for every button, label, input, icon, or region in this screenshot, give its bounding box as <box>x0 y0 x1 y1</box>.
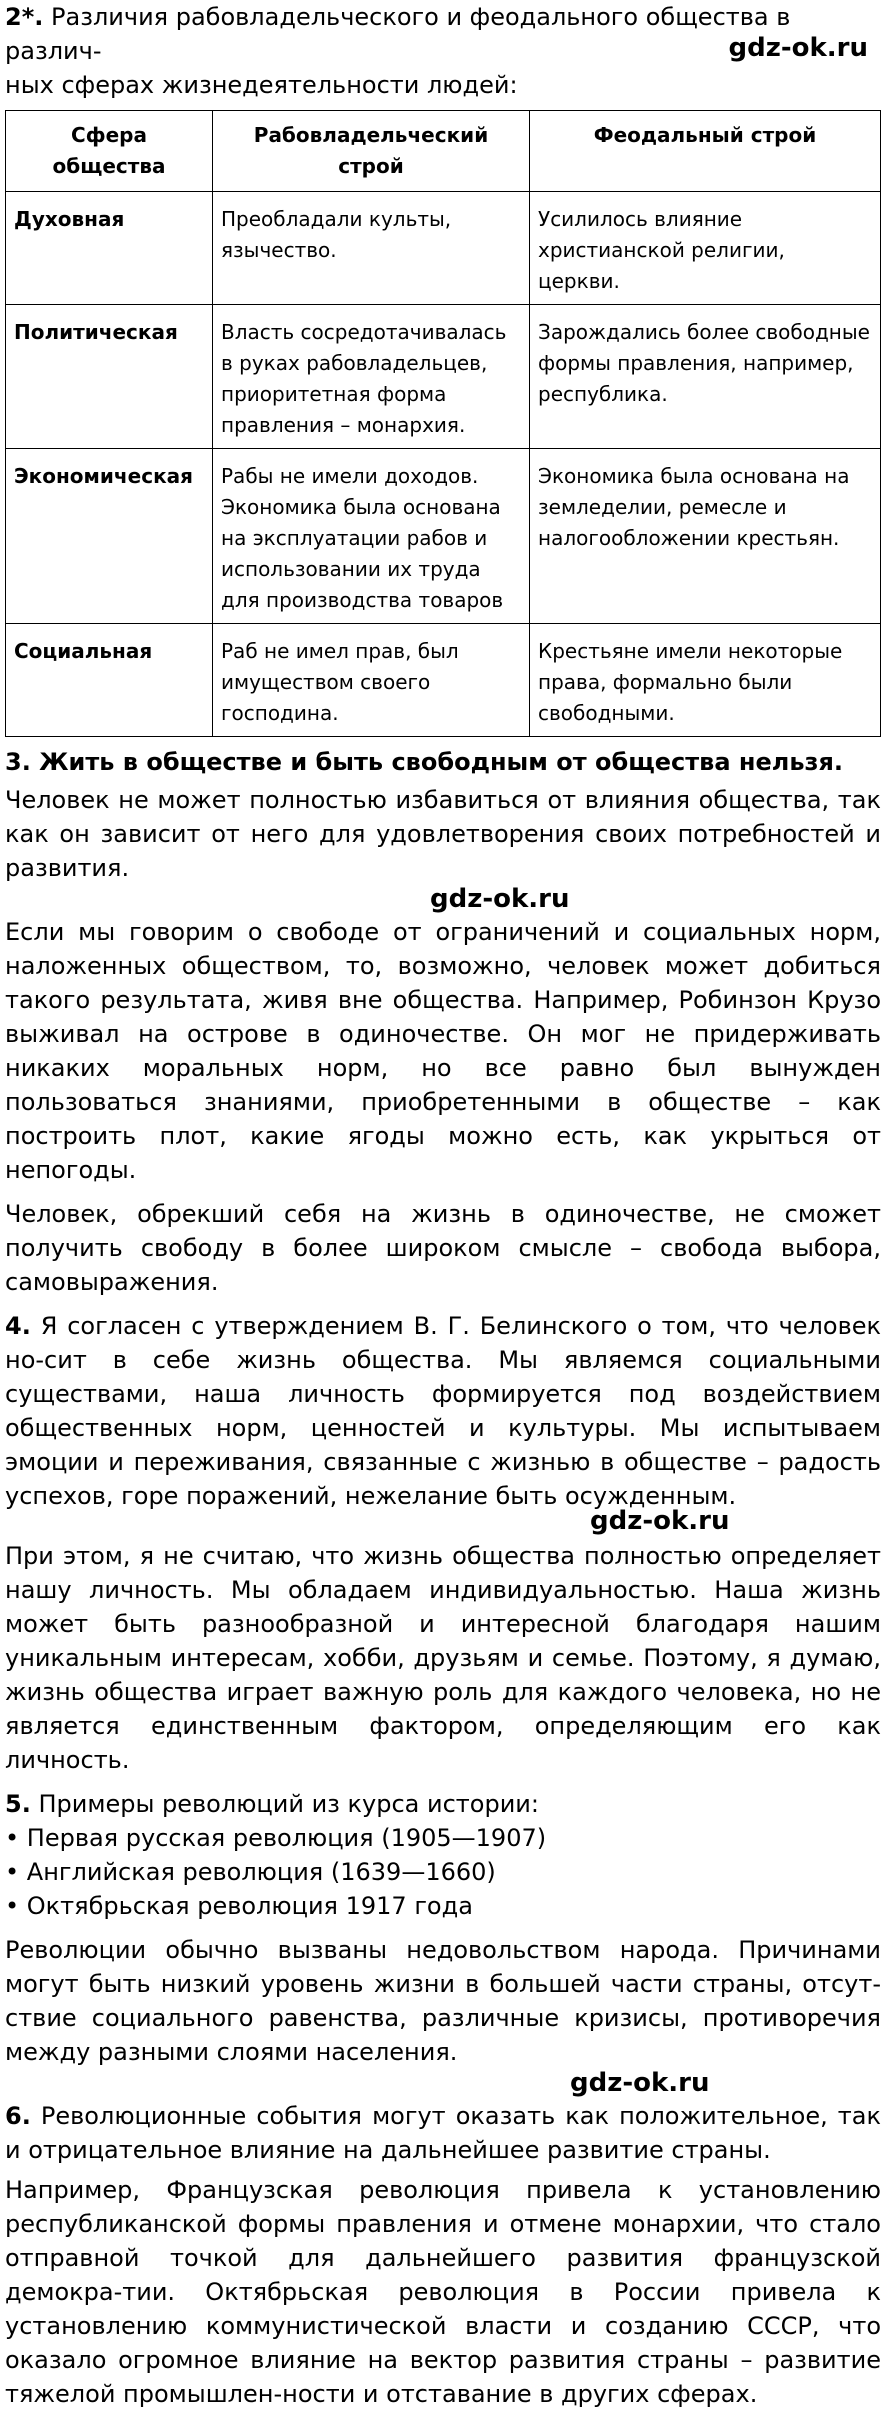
table-cell-slave: Власть сосредотачивалась в руках рабовладельцев, приоритетная форма правления – монархия. <box>213 305 530 449</box>
task2-intro-line2: ных сферах жизнедеятельности людей: <box>5 71 518 99</box>
list-item: • Английская революция (1639—1660) <box>5 1858 496 1886</box>
table-row <box>6 305 881 449</box>
table-cell-sphere: Духовная <box>6 192 213 305</box>
table-cell-feudal: Усилилось влияние христианской религии, церкви. <box>530 192 881 305</box>
watermark: gdz-ok.ru <box>728 33 868 63</box>
watermark: gdz-ok.ru <box>430 884 570 914</box>
task5-intro <box>5 1787 881 1821</box>
table-header-row <box>6 111 881 192</box>
task4-paragraph-1 <box>5 1309 881 1513</box>
task4-paragraph-1-text: Я согласен с утверждением В. Г. Белинского о том, что человек но-сит в себе жизнь общества. Мы являемся социальными существами, наша личность формируется под воздействием общественных норм, ценностей и культуры. Мы испытываем эмоции и переживания, связанные с жизнью в обществе – радость успехов, горе поражений, нежелание быть осужденным. <box>5 1312 881 1510</box>
table-cell-slave: Рабы не имели доходов. Экономика была основана на эксплуатации рабов и использовании их труда для производства товаров <box>213 449 530 624</box>
table-cell-sphere: Социальная <box>6 624 213 737</box>
watermark-line <box>5 1506 881 1543</box>
task5-number: 5. <box>5 1790 31 1818</box>
spacer <box>5 1299 881 1309</box>
task6-paragraph-2: Например, Французская революция привела к установлению республиканской формы правления и отмене монархии, что стало отправной точкой для дальнейшего развития французской демокра-тии. Октябрьская революция в России привела к установлению коммунистической власти и созданию СССР, что оказало огромное влияние на вектор развития страны – развитие тяжелой промышлен-ности и отставание в других сферах. <box>5 2176 881 2408</box>
task4-paragraph-2: При этом, я не считаю, что жизнь общества полностью определяет нашу личность. Мы обладаем индивидуальностью. Наша жизнь может быть разнообразной и интересной благодаря нашим уникальным интересам, хобби, друзьям и семье. Поэтому, я думаю, жизнь общества играет важную роль для каждого человека, но не является единственным фактором, определяющим его как личность. <box>5 1542 881 1774</box>
task3-paragraph-3: Человек, обрекший себя на жизнь в одиночестве, не сможет получить свободу в более широком смысле – свобода выбора, самовыражения. <box>5 1200 881 1296</box>
task6-paragraph-1 <box>5 2099 881 2167</box>
watermark: gdz-ok.ru <box>570 2068 710 2098</box>
table-row <box>6 449 881 624</box>
table-cell-sphere: Политическая <box>6 305 213 449</box>
task5-paragraph-1: Революции обычно вызваны недовольством народа. Причинами могут быть низкий уровень жизни в большей части страны, отсут-ствие социального равенства, различные кризисы, противоречия между разными слоями населения. <box>5 1936 881 2066</box>
table-row <box>6 192 881 305</box>
spacer <box>5 1187 881 1197</box>
watermark-line <box>5 885 881 915</box>
table-cell-feudal: Экономика была основана на земледелии, ремесле и налогообложении крестьян. <box>530 449 881 624</box>
table-cell-feudal: Зарождались более свободные формы правления, например, республика. <box>530 305 881 449</box>
task2-intro-line1: Различия рабовладельческого и феодального общества в различ- <box>5 3 791 65</box>
watermark-line <box>5 2069 881 2099</box>
task6-number: 6. <box>5 2102 31 2130</box>
table-header-cell: Сфера общества <box>6 111 213 192</box>
table-cell-feudal: Крестьяне имели некоторые права, формально были свободными. <box>530 624 881 737</box>
table-cell-slave: Раб не имел прав, был имуществом своего господина. <box>213 624 530 737</box>
task3-heading: 3. Жить в обществе и быть свободным от общества нельзя. <box>5 748 843 776</box>
task3-paragraph-2: Если мы говорим о свободе от ограничений и социальных норм, наложенных обществом, то, возможно, человек может добиться такого результата, живя вне общества. Например, Робинзон Крузо выживал на острове в одиночестве. Он мог не придерживать никаких моральных норм, но все равно был вынужден пользоваться знаниями, приобретенными в обществе – как построить плот, какие ягоды можно есть, как укрыться от непогоды. <box>5 918 881 1184</box>
table-header-cell: Рабовладельческий строй <box>213 111 530 192</box>
comparison-table <box>5 110 881 737</box>
task3-paragraph-1: Человек не может полностью избавиться от влияния общества, так как он зависит от него для удовлетворения своих потребностей и развития. <box>5 786 881 882</box>
list-item: • Октябрьская революция 1917 года <box>5 1892 473 1920</box>
spacer <box>5 1777 881 1787</box>
watermark: gdz-ok.ru <box>590 1506 730 1536</box>
task5-intro-text: Примеры революций из курса истории: <box>38 1790 539 1818</box>
table-row <box>6 624 881 737</box>
list-item: • Первая русская революция (1905—1907) <box>5 1824 547 1852</box>
table-cell-slave: Преобладали культы, язычество. <box>213 192 530 305</box>
task4-number: 4. <box>5 1312 31 1340</box>
task6-paragraph-1-text: Революционные события могут оказать как положительное, так и отрицательное влияние на дальнейшее развитие страны. <box>5 2102 881 2164</box>
table-header-cell: Феодальный строй <box>530 111 881 192</box>
table-cell-sphere: Экономическая <box>6 449 213 624</box>
spacer <box>5 1923 881 1933</box>
task2-number: 2*. <box>5 3 44 31</box>
